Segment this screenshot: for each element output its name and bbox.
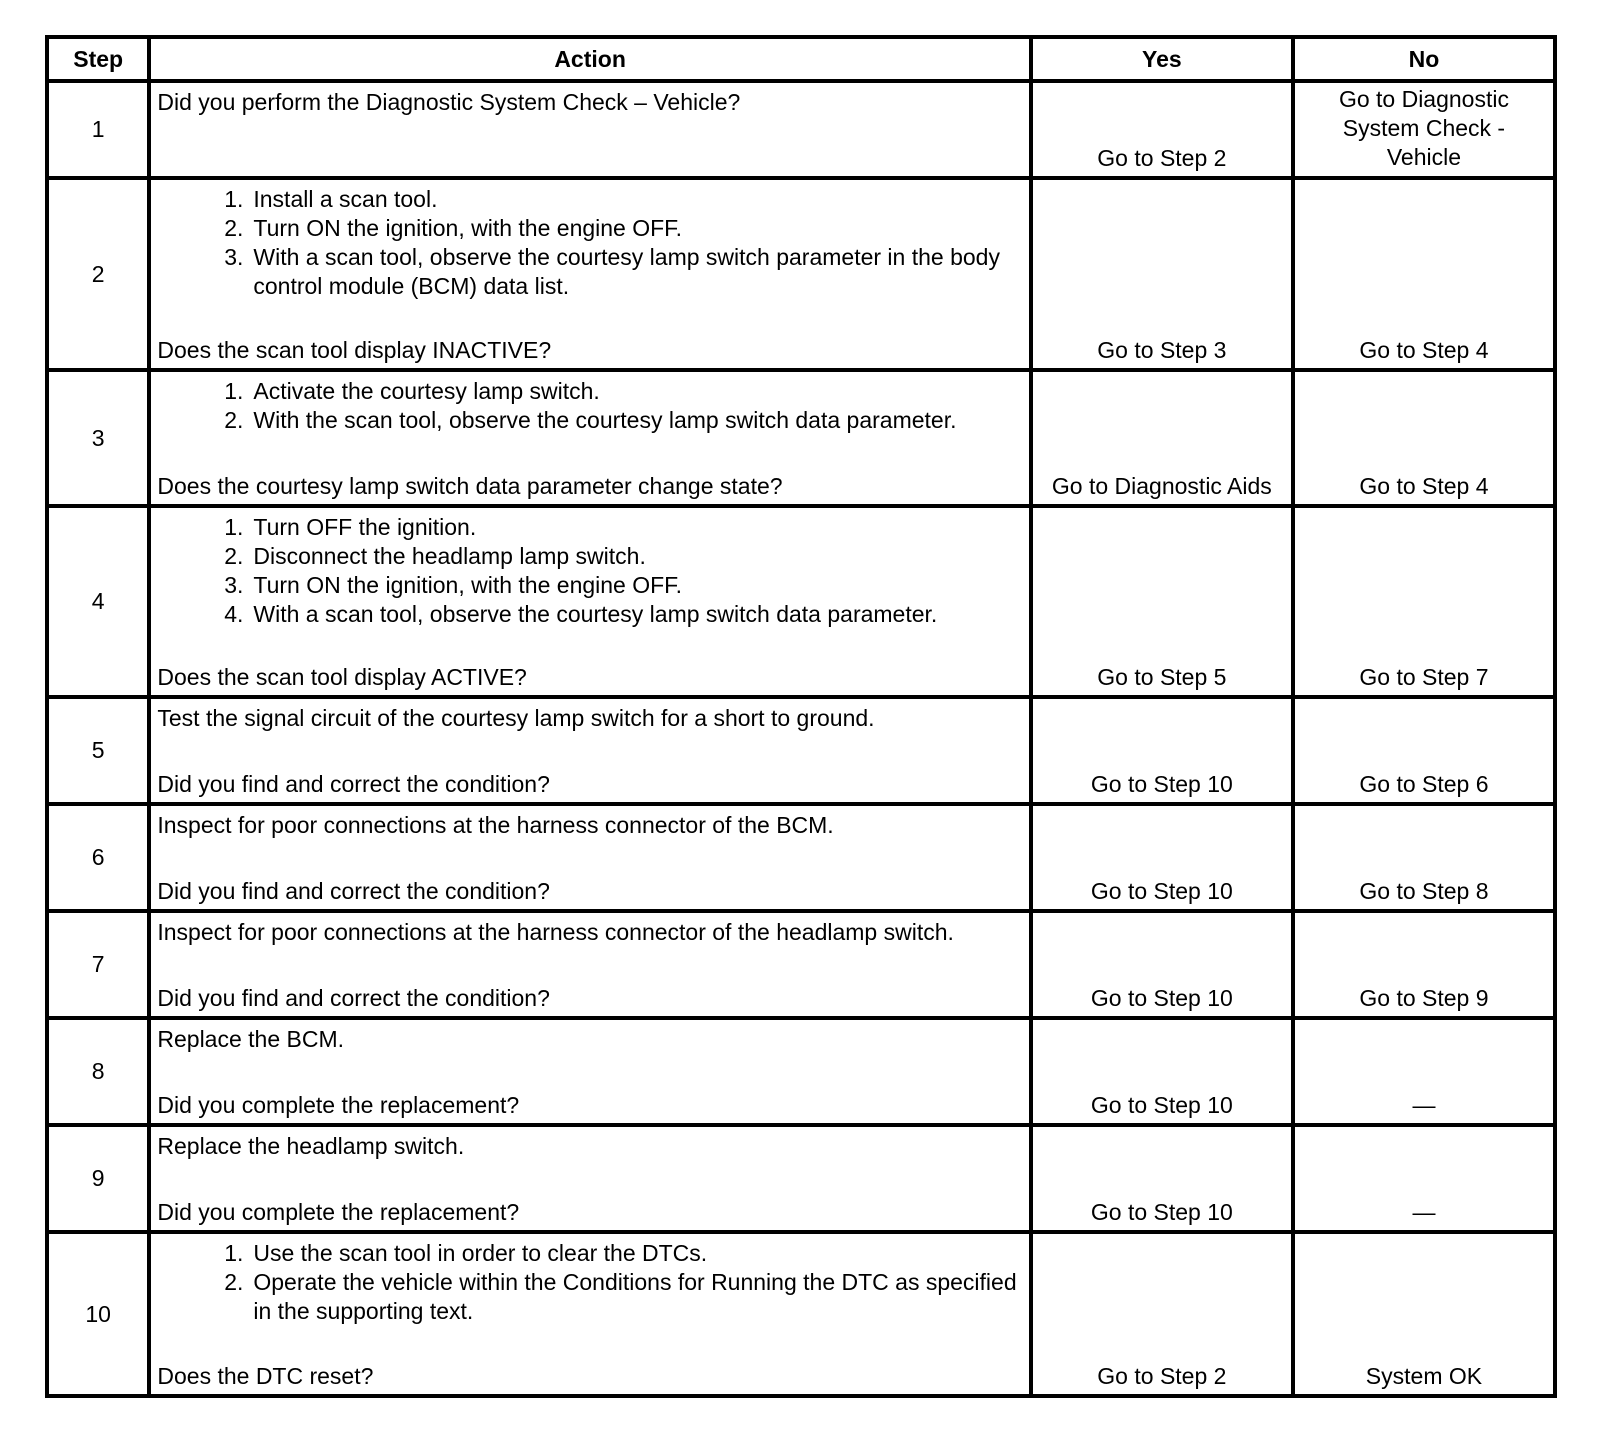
action-step-number: 3. bbox=[224, 244, 244, 270]
action-cell bbox=[149, 506, 1030, 697]
yes-cell bbox=[1031, 697, 1293, 804]
table-row bbox=[47, 81, 1555, 178]
no-result: Go to Diagnostic bbox=[1338, 85, 1509, 112]
no-result: — bbox=[1412, 1092, 1436, 1118]
action-step-text: Turn OFF the ignition. bbox=[253, 514, 477, 540]
action-step-number: 2. bbox=[224, 543, 244, 569]
action-step-text: With the scan tool, observe the courtesy lamp switch data parameter. bbox=[253, 407, 957, 433]
action-step-number: 1. bbox=[224, 186, 244, 212]
yes-cell bbox=[1031, 178, 1293, 370]
action-step-item bbox=[157, 600, 1024, 629]
diagnostic-table bbox=[45, 35, 1557, 1398]
no-cell bbox=[1293, 697, 1555, 804]
action-steps-list bbox=[157, 185, 1024, 301]
action-step-item bbox=[157, 513, 1024, 542]
action-step-number: 2. bbox=[224, 215, 244, 241]
no-result: Vehicle bbox=[1386, 143, 1462, 170]
action-step-number: 4. bbox=[224, 601, 244, 627]
yes-cell bbox=[1031, 1232, 1293, 1396]
action-step-number: 3. bbox=[224, 572, 244, 598]
step-number: 5 bbox=[47, 697, 149, 804]
step-number: 6 bbox=[47, 804, 149, 911]
action-step-text: Use the scan tool in order to clear the DTCs. bbox=[253, 1240, 708, 1266]
action-question: Did you find and correct the condition? bbox=[157, 771, 550, 797]
action-instruction: Did you perform the Diagnostic System Check – Vehicle? bbox=[157, 89, 741, 115]
no-cell bbox=[1293, 81, 1555, 178]
no-result: Go to Step 6 bbox=[1359, 771, 1489, 797]
action-steps-list bbox=[157, 377, 1024, 435]
action-cell bbox=[149, 370, 1030, 506]
yes-cell bbox=[1031, 1125, 1293, 1232]
yes-cell bbox=[1031, 1018, 1293, 1125]
action-cell bbox=[149, 1232, 1030, 1396]
no-result: Go to Step 9 bbox=[1359, 985, 1489, 1011]
action-step-item bbox=[157, 377, 1024, 406]
yes-result: Go to Step 10 bbox=[1090, 878, 1233, 904]
step-number: 3 bbox=[47, 370, 149, 506]
action-cell bbox=[149, 1125, 1030, 1232]
header-action: Action bbox=[149, 37, 1030, 81]
action-step-item bbox=[157, 243, 1024, 301]
no-result: System Check - bbox=[1342, 114, 1506, 141]
yes-result: Go to Step 5 bbox=[1097, 664, 1227, 690]
no-cell bbox=[1293, 370, 1555, 506]
action-question: Did you complete the replacement? bbox=[157, 1092, 520, 1118]
table-row bbox=[47, 911, 1555, 1018]
step-number: 1 bbox=[47, 81, 149, 178]
action-cell bbox=[149, 804, 1030, 911]
action-step-item bbox=[157, 571, 1024, 600]
no-cell bbox=[1293, 1125, 1555, 1232]
action-step-text: With a scan tool, observe the courtesy lamp switch parameter in the body control module (BCM) data list. bbox=[253, 244, 1000, 299]
yes-cell bbox=[1031, 506, 1293, 697]
action-steps-list bbox=[157, 1239, 1024, 1326]
action-step-text: Turn ON the ignition, with the engine OFF. bbox=[253, 572, 683, 598]
no-cell bbox=[1293, 1018, 1555, 1125]
action-step-item bbox=[157, 406, 1024, 435]
action-step-text: Turn ON the ignition, with the engine OFF. bbox=[253, 215, 683, 241]
action-step-number: 1. bbox=[224, 378, 244, 404]
action-step-number: 2. bbox=[224, 1269, 244, 1295]
no-cell bbox=[1293, 178, 1555, 370]
action-step-number: 1. bbox=[224, 1240, 244, 1266]
step-number: 7 bbox=[47, 911, 149, 1018]
yes-result: Go to Diagnostic Aids bbox=[1051, 473, 1272, 499]
no-cell bbox=[1293, 804, 1555, 911]
action-cell bbox=[149, 178, 1030, 370]
no-result: System OK bbox=[1365, 1363, 1483, 1389]
action-instruction: Test the signal circuit of the courtesy lamp switch for a short to ground. bbox=[157, 705, 875, 731]
no-result: — bbox=[1412, 1199, 1436, 1225]
action-question: Did you complete the replacement? bbox=[157, 1199, 520, 1225]
action-instruction: Inspect for poor connections at the harness connector of the BCM. bbox=[157, 812, 834, 838]
no-cell bbox=[1293, 1232, 1555, 1396]
table-row bbox=[47, 697, 1555, 804]
table-row bbox=[47, 804, 1555, 911]
no-result: Go to Step 4 bbox=[1359, 473, 1489, 499]
yes-result: Go to Step 2 bbox=[1097, 1363, 1227, 1389]
no-cell bbox=[1293, 506, 1555, 697]
yes-cell bbox=[1031, 911, 1293, 1018]
yes-result: Go to Step 3 bbox=[1097, 337, 1227, 363]
action-steps-list bbox=[157, 513, 1024, 629]
no-result: Go to Step 7 bbox=[1359, 664, 1489, 690]
action-step-item bbox=[157, 185, 1024, 214]
action-question: Did you find and correct the condition? bbox=[157, 878, 550, 904]
step-number: 2 bbox=[47, 178, 149, 370]
table-row bbox=[47, 1232, 1555, 1396]
action-question: Does the scan tool display ACTIVE? bbox=[157, 664, 527, 690]
table-row bbox=[47, 1125, 1555, 1232]
yes-result: Go to Step 10 bbox=[1090, 985, 1233, 1011]
header-row bbox=[47, 37, 1555, 81]
step-number: 4 bbox=[47, 506, 149, 697]
yes-cell bbox=[1031, 804, 1293, 911]
header-step: Step bbox=[47, 37, 149, 81]
yes-cell bbox=[1031, 370, 1293, 506]
action-step-item bbox=[157, 214, 1024, 243]
table-row bbox=[47, 370, 1555, 506]
action-step-number: 1. bbox=[224, 514, 244, 540]
action-cell bbox=[149, 81, 1030, 178]
action-step-text: Disconnect the headlamp lamp switch. bbox=[253, 543, 646, 569]
header-no: No bbox=[1293, 37, 1555, 81]
action-step-text: Install a scan tool. bbox=[253, 186, 438, 212]
action-cell bbox=[149, 697, 1030, 804]
action-question: Does the scan tool display INACTIVE? bbox=[157, 337, 552, 363]
yes-result: Go to Step 2 bbox=[1097, 145, 1227, 171]
action-question: Did you find and correct the condition? bbox=[157, 985, 550, 1011]
yes-cell bbox=[1031, 81, 1293, 178]
yes-result: Go to Step 10 bbox=[1090, 1199, 1233, 1225]
action-question: Does the courtesy lamp switch data parameter change state? bbox=[157, 473, 783, 499]
action-instruction: Replace the headlamp switch. bbox=[157, 1133, 465, 1159]
action-step-item bbox=[157, 1239, 1024, 1268]
action-cell bbox=[149, 911, 1030, 1018]
table-row bbox=[47, 506, 1555, 697]
action-step-item bbox=[157, 1268, 1024, 1326]
action-instruction: Inspect for poor connections at the harness connector of the headlamp switch. bbox=[157, 919, 954, 945]
step-number: 8 bbox=[47, 1018, 149, 1125]
action-step-text: Activate the courtesy lamp switch. bbox=[253, 378, 600, 404]
action-step-text: With a scan tool, observe the courtesy lamp switch data parameter. bbox=[253, 601, 938, 627]
yes-result: Go to Step 10 bbox=[1090, 771, 1233, 797]
no-cell bbox=[1293, 911, 1555, 1018]
action-instruction: Replace the BCM. bbox=[157, 1026, 345, 1052]
step-number: 9 bbox=[47, 1125, 149, 1232]
table-row bbox=[47, 178, 1555, 370]
no-result: Go to Step 8 bbox=[1359, 878, 1489, 904]
step-number: 10 bbox=[47, 1232, 149, 1396]
table-row bbox=[47, 1018, 1555, 1125]
action-question: Does the DTC reset? bbox=[157, 1363, 374, 1389]
yes-result: Go to Step 10 bbox=[1090, 1092, 1233, 1118]
action-step-item bbox=[157, 542, 1024, 571]
action-step-number: 2. bbox=[224, 407, 244, 433]
action-cell bbox=[149, 1018, 1030, 1125]
header-yes: Yes bbox=[1031, 37, 1293, 81]
no-result: Go to Step 4 bbox=[1359, 337, 1489, 363]
action-step-text: Operate the vehicle within the Conditions for Running the DTC as specified in the supporting text. bbox=[253, 1269, 1017, 1324]
